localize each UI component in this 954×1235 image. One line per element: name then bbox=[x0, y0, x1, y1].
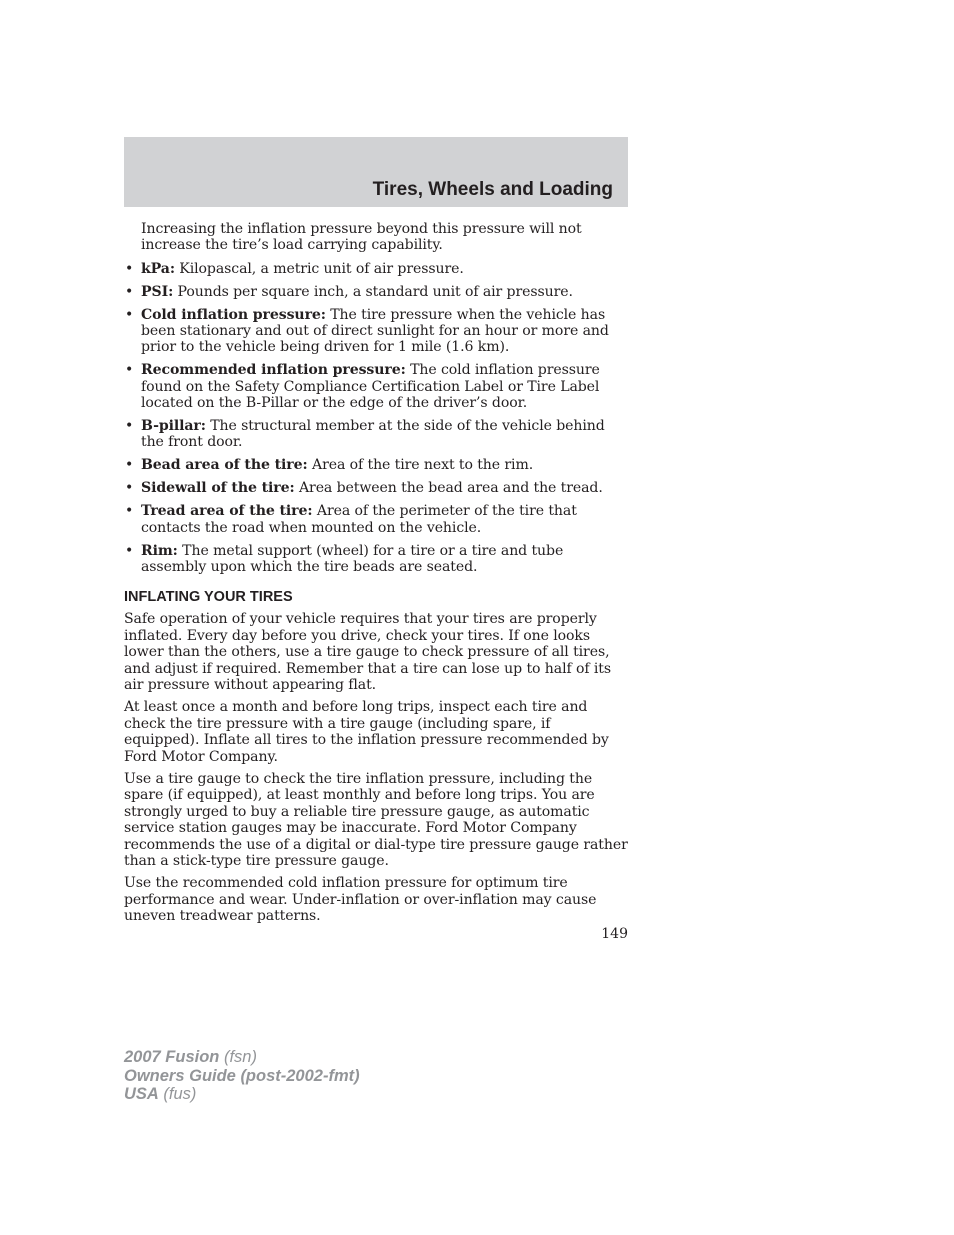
body-paragraph: Safe operation of your vehicle requires that your tires are properly inflated. Every day before you drive, check your tires. If one looks lower than the others, use a tire gauge to check pressure of all tires, and adjust if required. Remember that a tire can lose up to half of its air pressure without appearing flat. bbox=[124, 611, 611, 693]
list-item bbox=[124, 362, 630, 411]
section-heading: INFLATING YOUR TIRES bbox=[124, 589, 293, 606]
definition-term: Cold inflation pressure: bbox=[141, 306, 326, 323]
intro-paragraph: Increasing the inflation pressure beyond this pressure will not increase the tire’s load carrying capability. bbox=[141, 221, 582, 254]
footer-market-code: (fus) bbox=[158, 1085, 197, 1103]
page-content bbox=[124, 221, 630, 931]
bullet-icon: • bbox=[125, 542, 134, 559]
list-item bbox=[124, 307, 630, 356]
page-number: 149 bbox=[601, 926, 628, 942]
bullet-icon: • bbox=[125, 480, 134, 497]
footer-model: 2007 Fusion bbox=[124, 1048, 220, 1066]
document-footer bbox=[124, 1048, 360, 1104]
definition-term: Bead area of the tire: bbox=[141, 457, 308, 474]
definition-text: Area of the tire next to the rim. bbox=[307, 457, 534, 474]
definition-text: The tire pressure when the vehicle has been stationary and out of direct sunlight for an hour or more and prior to the vehicle being driven for 1 mile (1.6 km). bbox=[141, 306, 609, 356]
bullet-icon: • bbox=[125, 306, 134, 323]
chapter-title: Tires, Wheels and Loading bbox=[372, 179, 613, 200]
definition-text: Area of the perimeter of the tire that contacts the road when mounted on the vehicle. bbox=[141, 503, 577, 536]
definition-text: The structural member at the side of the vehicle behind the front door. bbox=[141, 418, 605, 451]
body-paragraph: Use the recommended cold inflation pressure for optimum tire performance and wear. Under-inflation or over-inflation may cause uneven treadwear patterns. bbox=[124, 875, 597, 925]
bullet-icon: • bbox=[125, 418, 134, 435]
list-item bbox=[124, 284, 630, 300]
definition-text: Kilopascal, a metric unit of air pressure. bbox=[174, 260, 464, 277]
footer-line bbox=[124, 1067, 360, 1086]
list-item bbox=[124, 261, 630, 277]
list-item bbox=[124, 418, 630, 451]
definition-term: PSI: bbox=[141, 283, 174, 300]
definition-text: Pounds per square inch, a standard unit of air pressure. bbox=[173, 283, 573, 300]
list-item bbox=[124, 457, 630, 473]
bullet-icon: • bbox=[125, 283, 134, 300]
bullet-icon: • bbox=[125, 457, 134, 474]
definition-term: Recommended inflation pressure: bbox=[141, 362, 406, 379]
list-item bbox=[124, 503, 630, 536]
definition-text: The metal support (wheel) for a tire or a tire and tube assembly upon which the tire beads are seated. bbox=[141, 542, 564, 575]
bullet-icon: • bbox=[125, 260, 134, 277]
body-paragraph: At least once a month and before long trips, inspect each tire and check the tire pressure with a tire gauge (including spare, if equipped). Inflate all tires to the inflation pressure recommended by Ford Motor Company. bbox=[124, 699, 609, 765]
bullet-icon: • bbox=[125, 362, 134, 379]
definition-list bbox=[124, 261, 630, 576]
footer-market: USA bbox=[124, 1085, 159, 1103]
definition-term: Sidewall of the tire: bbox=[141, 480, 295, 497]
definition-term: kPa: bbox=[141, 260, 175, 277]
definition-text: The cold inflation pressure found on the Safety Compliance Certification Label or Tire Label located on the B-Pillar or the edge of the driver’s door. bbox=[141, 362, 600, 412]
body-paragraph: Use a tire gauge to check the tire inflation pressure, including the spare (if equipped), at least monthly and before long trips. You are strongly urged to buy a reliable tire pressure gauge, as automatic service station gauges may be inaccurate. Ford Motor Company recommends the use of a digital or dial-type tire pressure gauge rather than a stick-type tire pressure gauge. bbox=[124, 770, 628, 869]
definition-text: Area between the bead area and the tread. bbox=[294, 480, 603, 497]
footer-guide: Owners Guide (post-2002-fmt) bbox=[124, 1066, 360, 1085]
footer-line bbox=[124, 1048, 360, 1067]
list-item bbox=[124, 480, 630, 496]
definition-term: B-pillar: bbox=[141, 418, 206, 435]
definition-term: Rim: bbox=[141, 542, 178, 559]
footer-model-code: (fsn) bbox=[219, 1048, 257, 1066]
bullet-icon: • bbox=[125, 503, 134, 520]
list-item bbox=[124, 543, 630, 576]
definition-term: Tread area of the tire: bbox=[141, 503, 313, 520]
footer-line bbox=[124, 1085, 360, 1104]
chapter-header-band bbox=[124, 137, 628, 207]
